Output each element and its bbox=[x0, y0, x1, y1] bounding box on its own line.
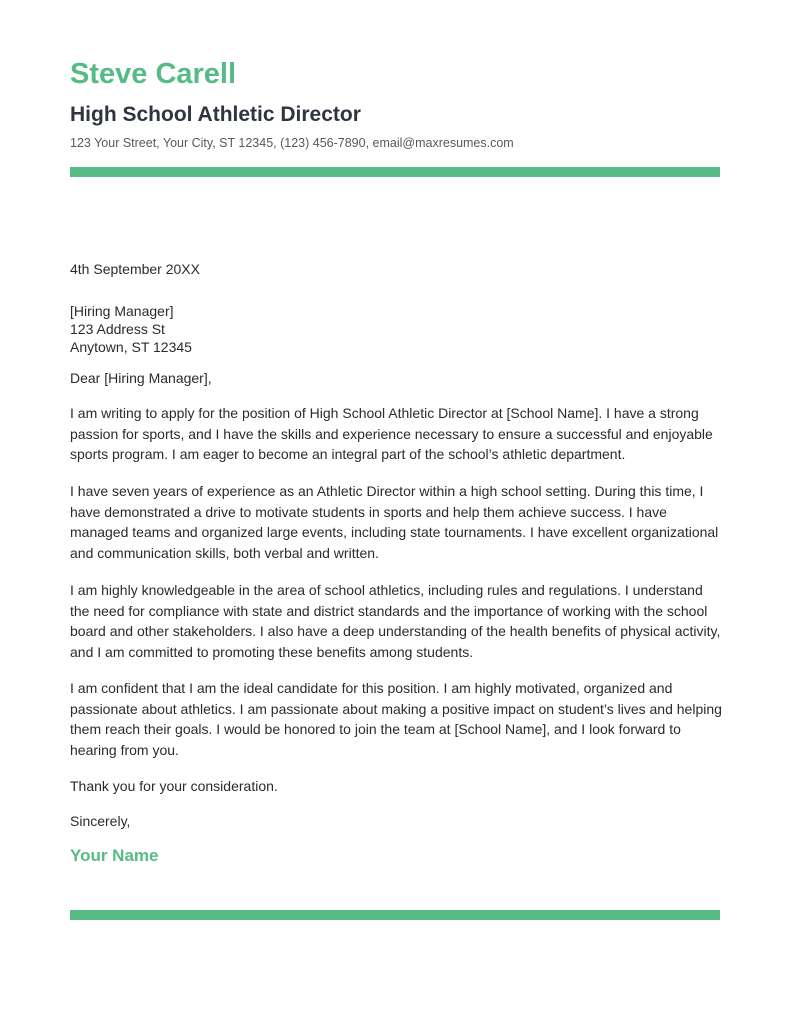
job-title: High School Athletic Director bbox=[70, 103, 361, 126]
top-divider bbox=[70, 167, 720, 177]
signature-name: Your Name bbox=[70, 846, 159, 865]
recipient-line: [Hiring Manager] bbox=[70, 303, 174, 319]
recipient-line: 123 Address St bbox=[70, 321, 165, 337]
applicant-name: Steve Carell bbox=[70, 58, 237, 90]
contact-info: 123 Your Street, Your City, ST 12345, (123) 456-7890, email@maxresumes.com bbox=[70, 136, 514, 150]
recipient-line: Anytown, ST 12345 bbox=[70, 339, 192, 355]
recipient-address bbox=[70, 302, 722, 356]
bottom-divider bbox=[70, 910, 720, 920]
body-paragraph: I am highly knowledgeable in the area of school athletics, including rules and regulations. I understand the need for compliance with state and district standards and the importance of working with the school board and other stakeholders. I also have a deep understanding of the health benefits of physical activity, and I am committed to promoting these benefits among students. bbox=[70, 582, 721, 661]
signoff: Sincerely, bbox=[70, 813, 131, 829]
body-paragraph: I am confident that I am the ideal candidate for this position. I am highly motivated, organized and passionate about athletics. I am passionate about making a positive impact on student’s lives and helping them reach their goals. I would be honored to join the team at [School Name], and I look forward to hearing from you. bbox=[70, 680, 722, 759]
letter-date: 4th September 20XX bbox=[70, 261, 200, 277]
closing-line: Thank you for your consideration. bbox=[70, 778, 278, 794]
body-paragraph: I have seven years of experience as an Athletic Director within a high school setting. During this time, I have demonstrated a drive to motivate students in sports and help them achieve success. I have managed teams and organized large events, including state tournaments. I have excellent organizational and communication skills, both verbal and written. bbox=[70, 483, 719, 562]
salutation: Dear [Hiring Manager], bbox=[70, 370, 212, 386]
body-paragraph: I am writing to apply for the position of High School Athletic Director at [School Name]. I have a strong passion for sports, and I have the skills and experience necessary to ensure a successful and enjoyable sports program. I am eager to become an integral part of the school’s athletic department. bbox=[70, 405, 713, 463]
